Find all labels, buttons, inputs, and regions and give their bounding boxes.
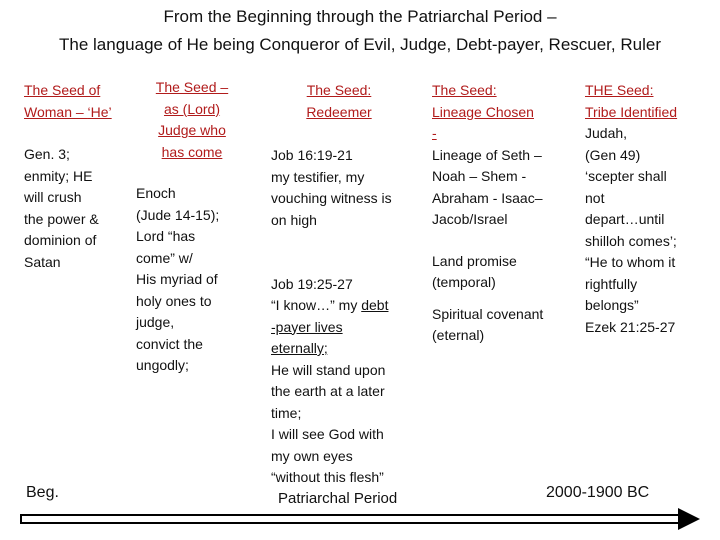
column-heading: The Seed: Redeemer bbox=[306, 82, 372, 120]
job-19-text bbox=[271, 252, 423, 489]
job-19-rest: He will stand upon the earth at a later time; I will see God with my own eyes “without this flesh” bbox=[271, 361, 386, 485]
column-heading bbox=[24, 80, 124, 123]
land-promise-text: Land promise (temporal) bbox=[432, 252, 517, 290]
column-heading: THE Seed: Tribe Identified bbox=[585, 82, 678, 120]
job-19-intro: Job 19:25-27 “I know…” my bbox=[271, 275, 358, 313]
timeline-arrow-icon bbox=[20, 506, 702, 532]
timeline-middle-label: Patriarchal Period bbox=[278, 490, 398, 507]
job-19-payer: -payer lives eternally; bbox=[271, 318, 343, 356]
job-19-debt: debt bbox=[361, 297, 389, 313]
title-line-2: The language of He being Conqueror of Evil, Judge, Debt-payer, Rescuer, Ruler bbox=[59, 35, 661, 54]
timeline-start-label: Beg. bbox=[26, 484, 59, 501]
title-line-1: From the Beginning through the Patriarchal Period – bbox=[163, 7, 557, 26]
column-judge bbox=[136, 77, 248, 377]
slide-title bbox=[0, 6, 720, 56]
column-heading: The Seed: Lineage Chosen - bbox=[432, 82, 534, 141]
column-lineage bbox=[432, 80, 572, 347]
column-body: Gen. 3; enmity; HE will crush the power & dominion of Satan bbox=[24, 146, 99, 270]
spiritual-covenant-text: Spiritual covenant (eternal) bbox=[432, 305, 544, 343]
column-redeemer bbox=[271, 80, 423, 489]
heading-he: ‘He’ bbox=[87, 103, 112, 120]
column-heading: The Seed – as (Lord) Judge who has come bbox=[155, 79, 229, 160]
column-body: Enoch (Jude 14-15); Lord “has come” w/ His myriad of holy ones to judge, convict the ungodly; bbox=[136, 185, 220, 373]
column-seed-of-woman bbox=[24, 80, 124, 273]
timeline-end-label: 2000-1900 BC bbox=[546, 484, 650, 501]
column-tribe bbox=[585, 80, 710, 338]
column-body: Judah, (Gen 49) ‘scepter shall not depart…until shilloh comes’; “He to whom it rightfully belongs” Ezek 21:25-27 bbox=[585, 125, 677, 335]
heading-text: The Seed of Woman – bbox=[24, 82, 101, 120]
job-16-text: Job 16:19-21 my testifier, my vouching witness is on high bbox=[271, 147, 392, 228]
lineage-text: Lineage of Seth – Noah – Shem - Abraham - Isaac– Jacob/Israel bbox=[432, 146, 543, 227]
